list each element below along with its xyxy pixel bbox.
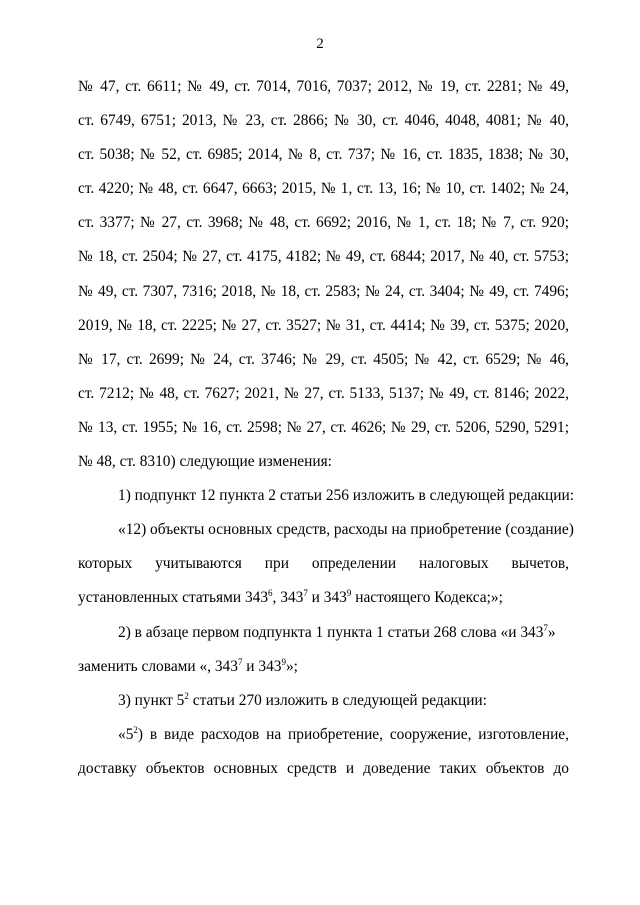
text-fragment: 2) в абзаце первом подпункта 1 пункта 1 статьи 268 слова «и 343	[118, 623, 544, 641]
text-line: № 47, ст. 6611; № 49, ст. 7014, 7016, 7037; 2012, № 19, ст. 2281; № 49,	[78, 78, 569, 95]
text-line: № 17, ст. 2699; № 24, ст. 3746; № 29, ст. 4505; № 42, ст. 6529; № 46,	[78, 350, 569, 368]
text-line: № 18, ст. 2504; № 27, ст. 4175, 4182; № 49, ст. 6844; 2017, № 40, ст. 5753;	[78, 248, 569, 266]
superscript: 9	[281, 656, 286, 667]
text-line: доставку объектов основных средств и доведение таких объектов до	[78, 759, 569, 777]
text-line: № 13, ст. 1955; № 16, ст. 2598; № 27, ст. 4626; № 29, ст. 5206, 5290, 5291;	[78, 418, 569, 436]
text-line: 2019, № 18, ст. 2225; № 27, ст. 3527; № 31, ст. 4414; № 39, ст. 5375; 2020,	[78, 316, 569, 334]
text-line: ст. 3377; № 27, ст. 3968; № 48, ст. 6692; 2016, № 1, ст. 18; № 7, ст. 920;	[78, 214, 569, 232]
text-line: которых учитываются при определении налоговых вычетов,	[78, 555, 569, 573]
text-fragment: установленных статьями 343	[78, 589, 269, 607]
text-fragment: и 343	[242, 657, 282, 675]
superscript: 7	[237, 656, 243, 667]
text-line-with-superscripts	[78, 650, 569, 684]
text-line: ст. 7212; № 48, ст. 7627; 2021, № 27, ст. 5133, 5137; № 49, ст. 8146; 2022,	[78, 384, 569, 402]
paragraph-item-2	[78, 616, 569, 650]
text-fragment: заменить словами «, 343	[78, 657, 238, 675]
superscript: 6	[268, 588, 273, 599]
paragraph-item-1: 1) подпункт 12 пункта 2 статьи 256 изложить в следующей редакции:	[118, 487, 575, 505]
superscript: 7	[303, 588, 308, 599]
superscript: 2	[133, 724, 138, 735]
paragraph-item-3	[78, 684, 569, 718]
text-fragment: , 343	[272, 589, 304, 607]
superscript: 7	[543, 622, 548, 633]
quoted-paragraph: «12) объекты основных средств, расходы на приобретение (создание)	[118, 521, 574, 539]
superscript: 2	[184, 690, 189, 701]
text-line: № 49, ст. 7307, 7316; 2018, № 18, ст. 2583; № 24, ст. 3404; № 49, ст. 7496;	[78, 282, 569, 300]
superscript: 9	[346, 588, 352, 599]
text-fragment: 3) пункт 5	[118, 691, 185, 709]
text-line: ст. 5038; № 52, ст. 6985; 2014, № 8, ст. 737; № 16, ст. 1835, 1838; № 30,	[78, 146, 569, 164]
text-fragment: ) в виде расходов на приобретение, сооружение, изготовление,	[137, 725, 569, 743]
text-line: ст. 6749, 6751; 2013, № 23, ст. 2866; № 30, ст. 4046, 4048, 4081; № 40,	[78, 112, 569, 130]
text-fragment: »;	[285, 657, 298, 675]
document-body	[78, 70, 575, 786]
page-number: 2	[316, 36, 324, 52]
text-fragment: »	[547, 623, 556, 641]
text-fragment: «5	[118, 725, 134, 743]
text-fragment: настоящего Кодекса;»;	[351, 589, 503, 607]
text-fragment: и 343	[307, 589, 347, 607]
text-fragment: статьи 270 изложить в следующей редакции:	[188, 691, 487, 709]
text-line: ст. 4220; № 48, ст. 6647, 6663; 2015, № 1, ст. 13, 16; № 10, ст. 1402; № 24,	[78, 180, 569, 198]
text-line: № 48, ст. 8310) следующие изменения:	[78, 453, 332, 471]
text-line-with-superscripts	[78, 581, 569, 615]
quoted-paragraph	[78, 718, 569, 752]
